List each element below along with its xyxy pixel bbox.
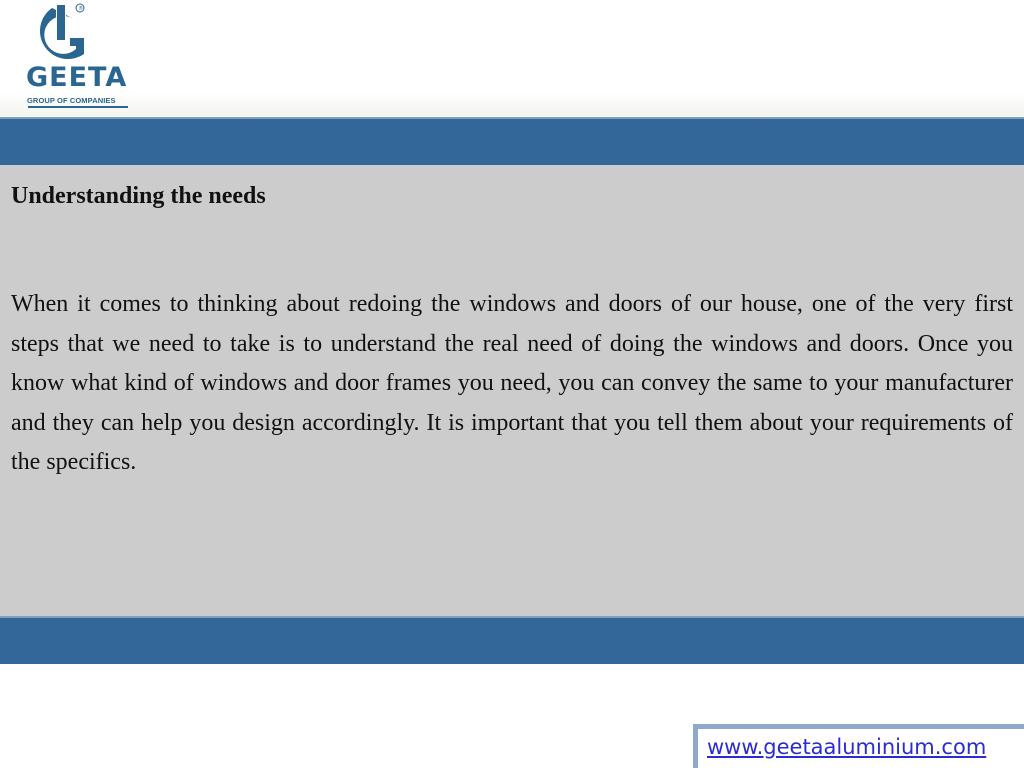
slide-heading: Understanding the needs — [11, 183, 266, 209]
slide-body: When it comes to thinking about redoing the windows and doors of our house, one of the very first steps that we need to take is to understand the real need of doing the windows and doors. Once you know what kind of windows and door frames you need, you can convey the same to your manufacturer and they can help you design accordingly. It is important that you tell them about your requirements of the specifics. — [11, 291, 1013, 475]
logo-wordmark: GEETA — [26, 62, 128, 93]
header — [0, 0, 1024, 116]
geeta-logo-icon — [22, 2, 134, 110]
registered-mark: ® — [78, 6, 84, 12]
website-link[interactable]: www.geetaaluminium.com — [707, 735, 987, 759]
bottom-band-edge — [0, 616, 1024, 618]
top-band-edge — [0, 117, 1024, 119]
bottom-band — [0, 616, 1024, 664]
logo-tagline: GROUP OF COMPANIES — [27, 96, 116, 105]
logo-underline — [28, 106, 128, 108]
top-band — [0, 117, 1024, 165]
